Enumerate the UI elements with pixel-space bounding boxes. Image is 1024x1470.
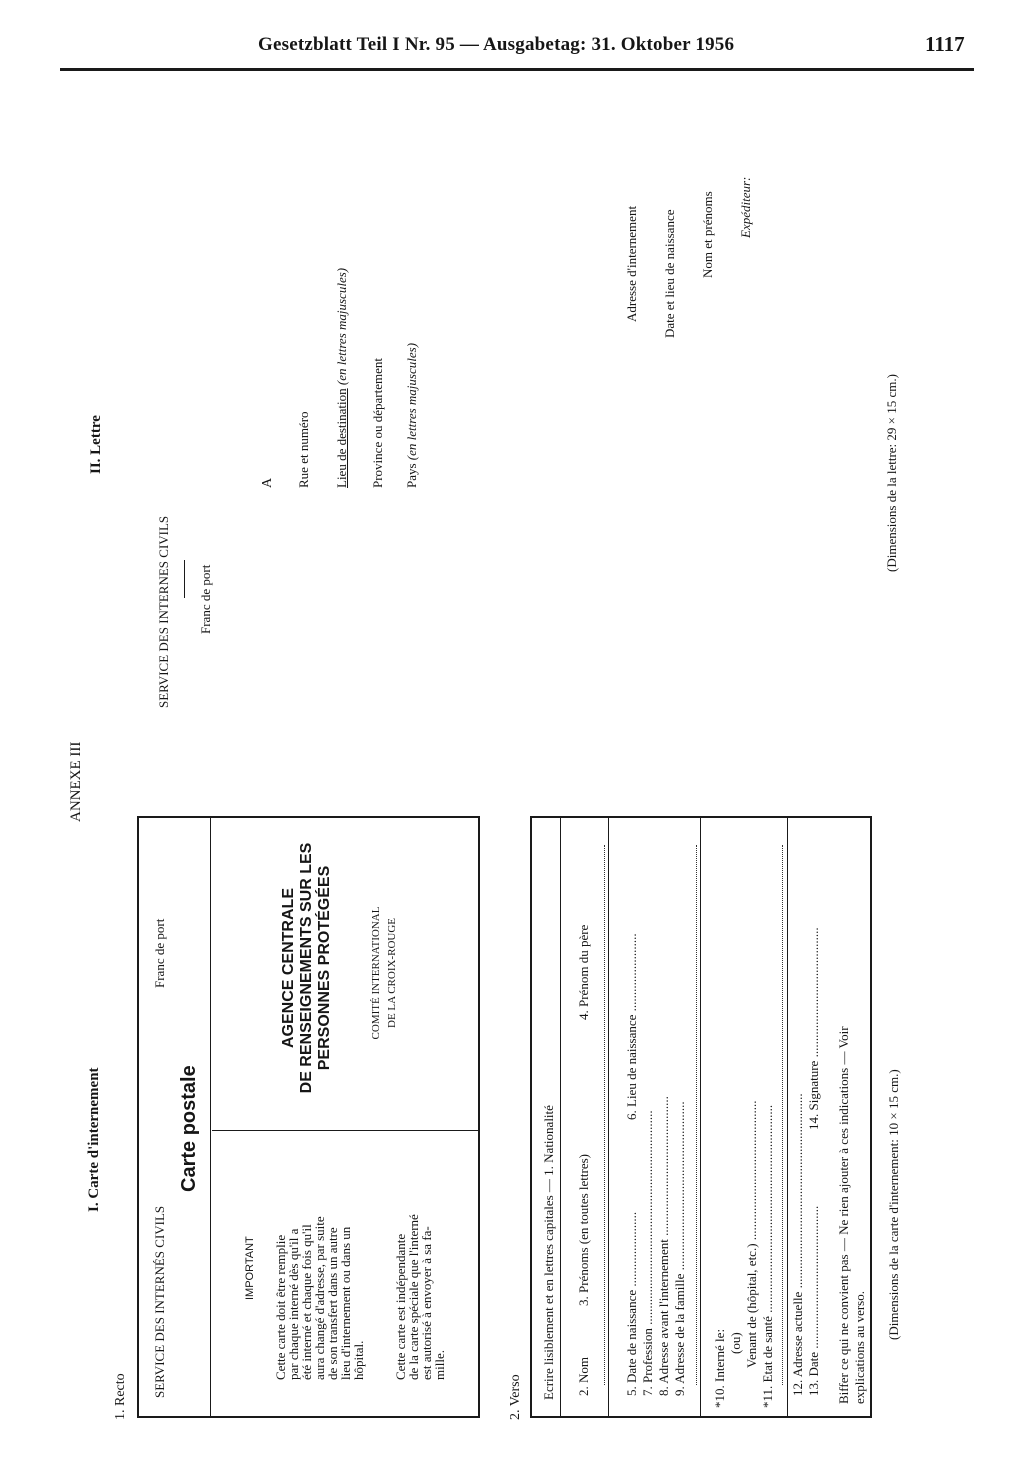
- field-date: 13. Date ............................................: [806, 1205, 821, 1396]
- pays-note: (en lettres majuscules): [404, 342, 419, 461]
- page-number: 1117: [925, 32, 965, 56]
- important-p1-line: par chaque interné dès qu'il a: [286, 1228, 301, 1380]
- carte-section-title: I. Carte d'internement: [86, 1067, 102, 1212]
- committee-line: COMITÉ INTERNATIONAL: [370, 906, 382, 1040]
- field-nom: 2. Nom: [576, 1357, 591, 1396]
- lettre-expediteur: Expéditeur:: [738, 176, 753, 238]
- agency-line: AGENCE CENTRALE: [280, 888, 297, 1049]
- verso-rule-1: [560, 818, 561, 1416]
- lettre-adresse-internement: Adresse d'internement: [624, 205, 639, 322]
- important-p1-line: lieu d'internement ou dans un: [338, 1226, 353, 1380]
- lettre-section-title: II. Lettre: [88, 415, 104, 474]
- committee-name: [368, 868, 400, 1078]
- gazette-header-title: Gesetzblatt Teil I Nr. 95 — Ausgabetag: 31. Oktober 1956: [258, 34, 735, 55]
- verso-label: 2. Verso: [508, 1374, 523, 1420]
- recto-divider-vertical: [210, 818, 211, 1416]
- lettre-date-lieu-naissance: Date et lieu de naissance: [662, 209, 677, 338]
- header-rule: [60, 68, 974, 71]
- field-prenoms: 3. Prénoms (en toutes lettres): [576, 1154, 591, 1306]
- lettre-lieu-destination: [334, 268, 350, 488]
- recto-service-label: SERVICE DES INTERNÉS CIVILS: [152, 1205, 167, 1398]
- lettre-short-rule: [184, 560, 185, 598]
- lettre-service-label: SERVICE DES INTERNES CIVILS: [156, 515, 171, 708]
- field-adresse-actuelle: 12. Adresse actuelle ............................................................: [790, 1093, 805, 1396]
- field-adresse-famille: 9. Adresse de la famille ....................................................: [672, 1101, 687, 1396]
- lieu-destination-note: (en lettres majuscules): [334, 267, 349, 386]
- field-interne-le: *10. Interné le:: [712, 1328, 727, 1408]
- dotted-fill-line: [782, 845, 783, 1385]
- important-p2-line: de la carte spéciale que l'interné: [406, 1214, 421, 1380]
- agency-line: DE RENSEIGNEMENTS SUR LES: [298, 842, 315, 1094]
- committee-line: DE LA CROIX-ROUGE: [386, 918, 398, 1028]
- field-venant-de: Venant de (hôpital, etc.) ...........................................: [744, 1100, 759, 1368]
- agency-title: [280, 833, 334, 1103]
- lettre-a: A: [260, 477, 275, 488]
- lieu-destination-label: Lieu de destination: [334, 388, 349, 488]
- field-prenom-pere: 4. Prénom du père: [576, 924, 591, 1020]
- field-profession: 7. Profession ..................................................................: [640, 1110, 655, 1396]
- important-p1-line: aura changé d'adresse, par suite: [312, 1216, 327, 1380]
- important-heading: IMPORTANT: [244, 1236, 256, 1300]
- agency-line: PERSONNES PROTÉGÉES: [316, 865, 333, 1071]
- important-p1-line: hôpital.: [351, 1340, 366, 1380]
- annex-title: ANNEXE III: [68, 741, 84, 822]
- lettre-province: Province ou département: [370, 358, 385, 488]
- verso-rule-2: [608, 818, 609, 1416]
- field-etat-sante: *11. Etat de santé ................................................................: [760, 1104, 775, 1408]
- important-p2-line: est autorisé à envoyer à sa fa-: [419, 1226, 434, 1380]
- important-p2-line: Cette carte est indépendante: [393, 1233, 408, 1380]
- important-p1-line: Cette carte doit être remplie: [273, 1234, 288, 1380]
- important-p1-line: été interné et chaque fois qu'il: [299, 1224, 314, 1380]
- important-p1-line: de son transfert dans un autre: [325, 1227, 340, 1380]
- important-paragraph-2: [394, 1140, 446, 1380]
- lettre-nom-prenoms: Nom et prénoms: [700, 191, 715, 278]
- field-lieu-naissance: 6. Lieu de naissance ........................: [624, 933, 639, 1120]
- lettre-franc-de-port: Franc de port: [198, 564, 213, 634]
- field-adresse-avant: 8. Adresse avant l'internement ...........................................: [656, 1096, 671, 1396]
- field-date-naissance: 5. Date de naissance .......................: [624, 1211, 639, 1396]
- pays-label: Pays: [404, 463, 419, 488]
- carte-postale-title: Carte postale: [178, 1065, 200, 1192]
- dotted-fill-line: [604, 845, 605, 1385]
- verso-footnote-line-1: Biffer ce qui ne convient pas — Ne rien ajouter à ces indications — Voir: [836, 1026, 851, 1404]
- verso-footnote-line-2: explications au verso.: [852, 1291, 867, 1404]
- lettre-rue-numero: Rue et numéro: [296, 411, 311, 488]
- verso-rule-4: [787, 818, 788, 1416]
- verso-rule-3: [700, 818, 701, 1416]
- important-paragraph-1: [274, 1140, 365, 1380]
- important-p2-line: mille.: [432, 1350, 447, 1380]
- carte-dimensions: (Dimensions de la carte d'internement: 10 × 15 cm.): [886, 1069, 901, 1340]
- dotted-fill-line: [696, 845, 697, 1385]
- lettre-pays: [404, 343, 420, 488]
- recto-franc-de-port: Franc de port: [152, 918, 167, 988]
- lettre-dimensions: (Dimensions de la lettre: 29 × 15 cm.): [884, 374, 899, 572]
- recto-divider-horizontal: [212, 1130, 478, 1131]
- field-ou: (ou): [728, 1332, 743, 1354]
- verso-instruction: Ecrire lisiblement et en lettres capitales — 1. Nationalité: [541, 1105, 556, 1400]
- field-signature: 14. Signature ........................................: [806, 927, 821, 1130]
- recto-label: 1. Recto: [113, 1373, 128, 1420]
